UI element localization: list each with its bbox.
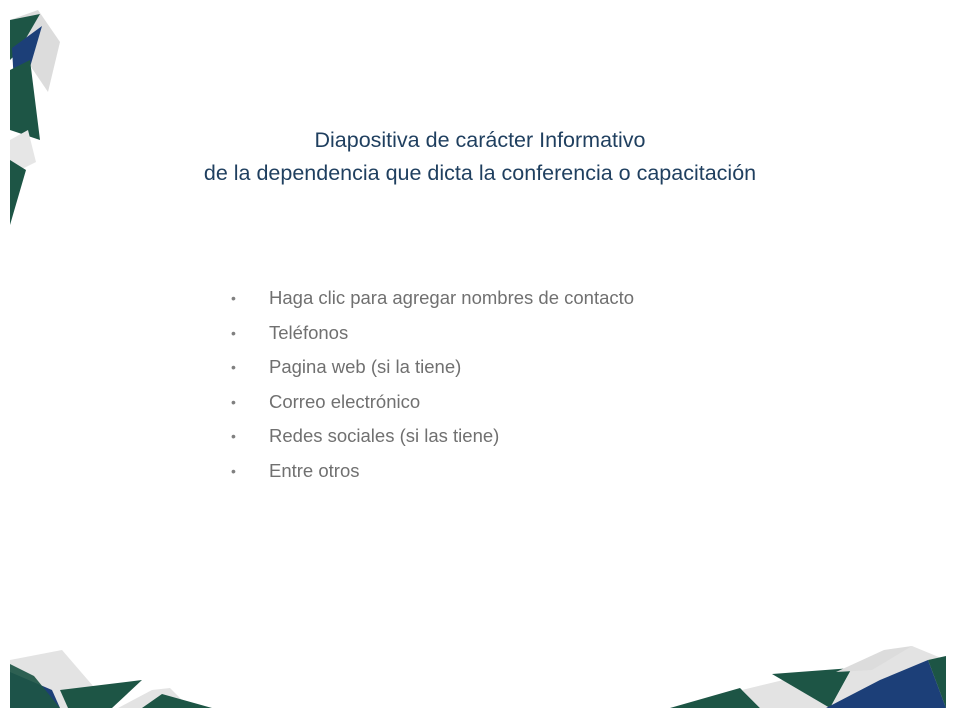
- slide-title: [0, 124, 960, 190]
- bullet-item: [231, 385, 634, 420]
- bullet-item: [231, 281, 634, 316]
- bullet-item: [231, 316, 634, 351]
- bullet-item: [231, 454, 634, 489]
- bullet-text: Teléfonos: [269, 321, 349, 343]
- bullet-dot: •: [231, 324, 236, 341]
- top-left-decoration: [10, 10, 60, 225]
- bullet-list: [231, 281, 634, 488]
- bullet-dot: •: [231, 290, 236, 306]
- bullet-text: Redes sociales (si las tiene): [269, 425, 500, 446]
- bullet-item: [231, 419, 634, 454]
- bullet-dot: •: [231, 462, 236, 479]
- bullet-dot: •: [231, 359, 236, 375]
- title-line-2: de la dependencia que dicta la conferencia o capacitación: [203, 161, 757, 185]
- bottom-left-decoration: [10, 650, 212, 708]
- bullet-text: Haga clic para agregar nombres de contacto: [269, 287, 635, 308]
- bullet-text: Correo electrónico: [269, 390, 421, 412]
- title-line-1: Diapositiva de carácter Informativo: [314, 128, 646, 152]
- bullet-text: Entre otros: [269, 459, 360, 481]
- bullet-text: Pagina web (si la tiene): [269, 356, 462, 377]
- bullet-item: [231, 350, 634, 385]
- bullet-dot: •: [231, 393, 236, 410]
- bottom-right-decoration: [670, 646, 946, 708]
- bullet-dot: •: [231, 428, 236, 444]
